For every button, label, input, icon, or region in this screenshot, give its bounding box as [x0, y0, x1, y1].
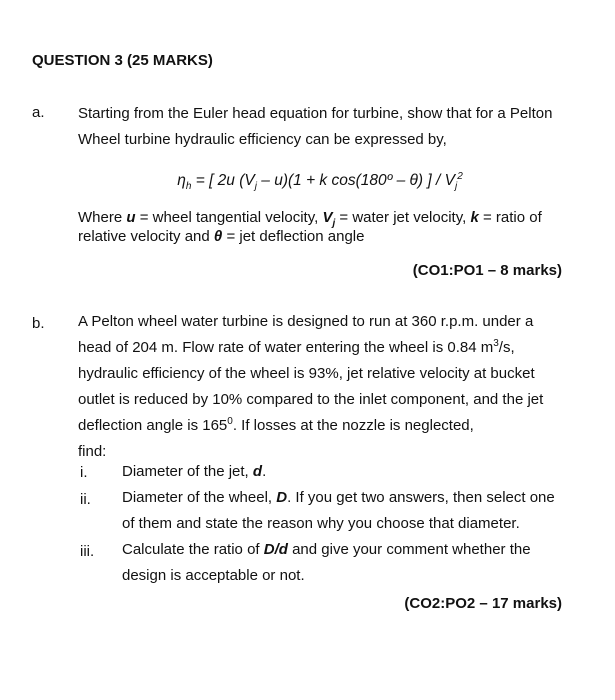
where-u: u: [126, 209, 136, 226]
part-a-intro-line1: Starting from the Euler head equation for turbine, show that for a Pelton: [78, 105, 553, 122]
item-iii-sym: D/d: [263, 541, 288, 558]
item-ii-numeral: ii.: [80, 491, 91, 508]
part-a-intro: [78, 101, 562, 153]
where-text2: = water jet velocity,: [335, 209, 471, 226]
where-vj: [322, 209, 336, 229]
variable-definitions: [78, 208, 562, 246]
item-ii-sym: D: [276, 489, 288, 506]
flow-unit-tail: /s,: [498, 339, 515, 356]
item-iii-line2: design is acceptable or not.: [122, 567, 305, 584]
angle-tail: . If losses at the nozzle is neglected,: [232, 417, 474, 434]
item-i-text: [122, 459, 562, 485]
item-ii-line1: [122, 485, 562, 511]
part-b-body: [78, 309, 562, 465]
part-b-line6: find:: [78, 443, 107, 460]
question-title: QUESTION 3 (25 MARKS): [32, 52, 213, 69]
item-iii-line1: [122, 537, 562, 563]
part-b-marks: (CO2:PO2 – 17 marks): [404, 595, 562, 612]
eq-vj-sub: j: [254, 181, 257, 193]
item-iii-t1: and give your comment whether the: [287, 541, 531, 558]
part-b-label: b.: [32, 315, 45, 332]
eq-vj2-sub: j: [454, 181, 458, 193]
item-i-t1: .: [262, 463, 267, 480]
efficiency-equation: [78, 170, 562, 193]
eq-vj2-sup: 2: [457, 170, 463, 182]
part-b-line5-text: deflection angle is 165: [78, 417, 228, 434]
eq-body1: = [ 2u (V: [191, 172, 255, 189]
item-ii-t1: . If you get two answers, then select one: [287, 489, 555, 506]
part-a-marks: (CO1:PO1 – 8 marks): [412, 262, 562, 279]
where-text3: = ratio of: [478, 209, 542, 226]
where-text5: = jet deflection angle: [222, 228, 365, 245]
where-text1: = wheel tangential velocity,: [135, 209, 323, 226]
item-i-sym: d: [252, 463, 263, 480]
where-line2: [78, 227, 562, 246]
part-a-label: a.: [32, 104, 45, 121]
where-theta: θ: [213, 228, 223, 245]
eq-body2: – u)(1 + k cos(180º – θ) ] / V: [256, 172, 455, 189]
item-iii-t0: Calculate the ratio of: [122, 541, 264, 558]
item-iii-text: [122, 537, 562, 589]
item-iii-numeral: iii.: [80, 543, 95, 560]
flow-unit-sup: 3: [493, 338, 499, 349]
part-b-line4: outlet is reduced by 10% compared to the inlet component, and the jet: [78, 391, 544, 408]
item-ii-text: [122, 485, 562, 537]
part-a-intro-line2: Wheel turbine hydraulic efficiency can be expressed by,: [78, 131, 447, 148]
eq-eta-sub: h: [185, 181, 192, 193]
item-i-t0: Diameter of the jet,: [122, 463, 253, 480]
where-text0: Where: [78, 209, 127, 226]
part-b-line2: [78, 335, 562, 361]
angle-sup: 0: [227, 416, 233, 427]
where-vj-letter: V: [322, 209, 333, 226]
item-ii-line2: of them and state the reason why you choose that diameter.: [122, 515, 520, 532]
where-text4: relative velocity and: [78, 228, 214, 245]
part-b-line5: [78, 413, 562, 439]
where-vj-sub: j: [332, 218, 336, 229]
item-ii-t0: Diameter of the wheel,: [122, 489, 277, 506]
part-b-line2-text: head of 204 m. Flow rate of water entering the wheel is 0.84 m: [78, 339, 494, 356]
item-i-numeral: i.: [80, 464, 88, 481]
part-b-line3: hydraulic efficiency of the wheel is 93%, jet relative velocity at bucket: [78, 365, 535, 382]
where-k: k: [470, 209, 479, 226]
where-line1: [78, 208, 562, 227]
part-b-line1: A Pelton wheel water turbine is designed to run at 360 r.p.m. under a: [78, 313, 534, 330]
eq-eta: η: [177, 172, 186, 189]
